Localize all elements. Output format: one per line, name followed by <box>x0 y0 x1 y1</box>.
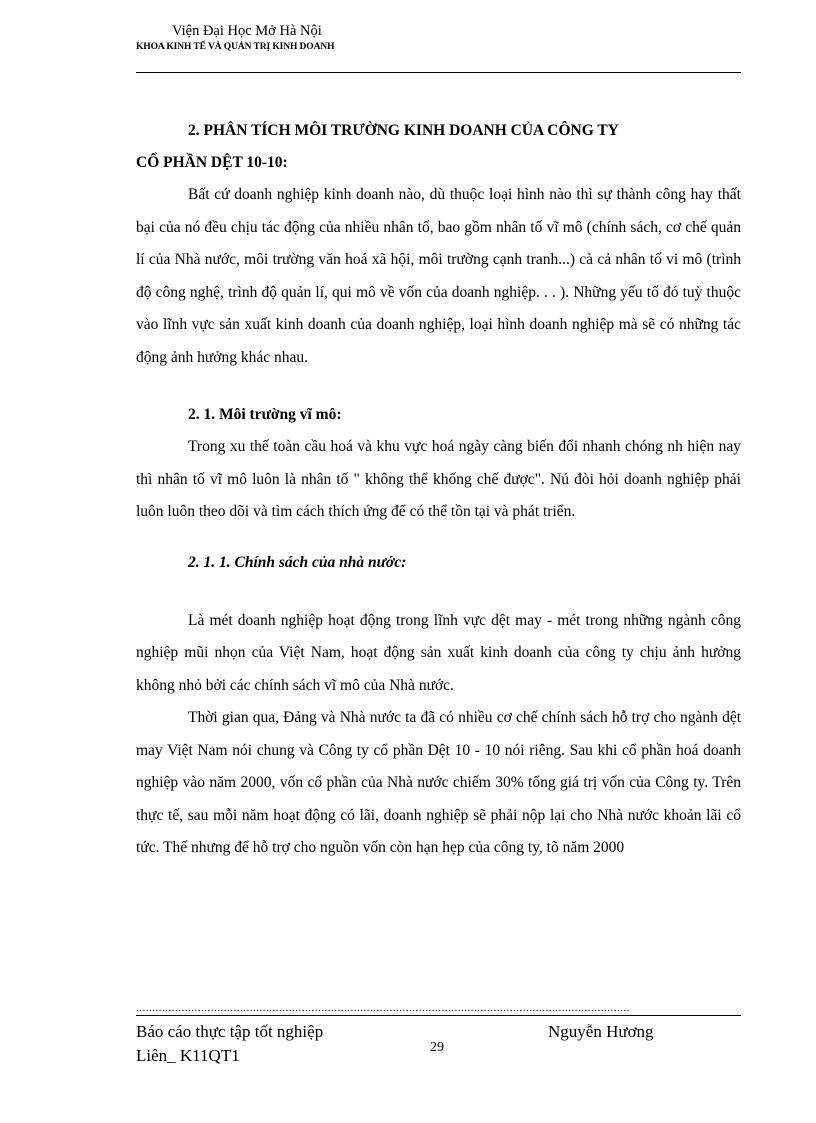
section-title-line2: CỔ PHẦN DỆT 10-10: <box>136 154 288 171</box>
report-label: Báo cáo thực tập tốt nghiệp <box>136 1022 324 1041</box>
footer-left <box>136 1020 323 1068</box>
page-number: 29 <box>430 1040 444 1055</box>
subsection-title: 2. 1. Môi trường vĩ mô: <box>188 406 342 423</box>
footer-dotted-line: ........................................................................................................................................................ <box>136 1002 630 1014</box>
faculty-name: KHOA KINH TẾ VÀ QUẢN TRỊ KINH DOANH <box>136 42 335 52</box>
section-title <box>136 115 741 179</box>
author-name: Nguyễn Hương <box>548 1022 654 1041</box>
intro-paragraph: Bất cứ doanh nghiệp kinh doanh nào, dù thuộc loại hình nào thì sự thành công hay thất bại của nó đều chịu tác động của nhiều nhân tố, bao gồm nhân tố vĩ mô (chính sách, cơ chế quản lí của Nhà nước, môi trường văn hoá xã hội, môi trường cạnh tranh...) cà cả nhân tố vi mô (trình độ công nghệ, trình độ quản lí, qui mô về vốn của doanh nghiệp. . . ). Những yếu tố đó tuỳ thuộc vào lĩnh vực sản xuất kinh doanh của doanh nghiệp, loại hình doanh nghiệp mà sẽ có những tác động ảnh hưởng khác nhau. <box>136 186 741 366</box>
header-divider <box>136 72 741 73</box>
policy-paragraph-2: Thời gian qua, Đảng và Nhà nước ta đã có nhiều cơ chế chính sách hỗ trợ cho ngành dệt may Việt Nam nói chung và Công ty cổ phần Dệt 10 - 10 nói riêng. Sau khi cổ phần hoá doanh nghiệp vào năm 2000, vốn cổ phần của Nhà nước chiếm 30% tổng giá trị vốn của Công ty. Trên thực tế, sau mỗi năm hoạt động có lãi, doanh nghiệp sẽ phải nộp lại cho Nhà nước khoản lãi cổ tức. Thế nhưng để hỗ trợ cho nguồn vốn còn hạn hẹp của công ty, tõ năm 2000 <box>136 709 741 856</box>
main-content <box>136 115 741 865</box>
subsubsection-title: 2. 1. 1. Chính sách của nhà nước: <box>188 553 407 571</box>
policy-paragraph-1: Là mét doanh nghiệp hoạt động trong lĩnh vực dệt may - mét trong những ngành công nghiệp mũi nhọn của Việt Nam, hoạt động sản xuất kinh doanh của công ty chịu ảnh hưởng không nhỏ bởi các chính sách vĩ mô của Nhà nước. <box>136 611 741 694</box>
page-header <box>136 22 741 54</box>
institution-name: Viện Đại Học Mở Hà Nội <box>172 23 322 39</box>
footer-divider <box>136 1015 741 1016</box>
subsection-paragraph: Trong xu thế toàn cầu hoá và khu vực hoá ngày càng biến đổi nhanh chóng nh hiện nay thì nhân tố vĩ mô luôn là nhân tố " không thể khống chế được". Nú đòi hỏi doanh nghiệp phải luôn luôn theo dõi và tìm cách thích ứng để có thể tồn tại và phát triển. <box>136 438 741 520</box>
section-title-line1: 2. PHÂN TÍCH MÔI TRƯỜNG KINH DOANH CỦA CÔNG TY <box>188 122 619 139</box>
class-label: Liên_ K11QT1 <box>136 1046 240 1065</box>
